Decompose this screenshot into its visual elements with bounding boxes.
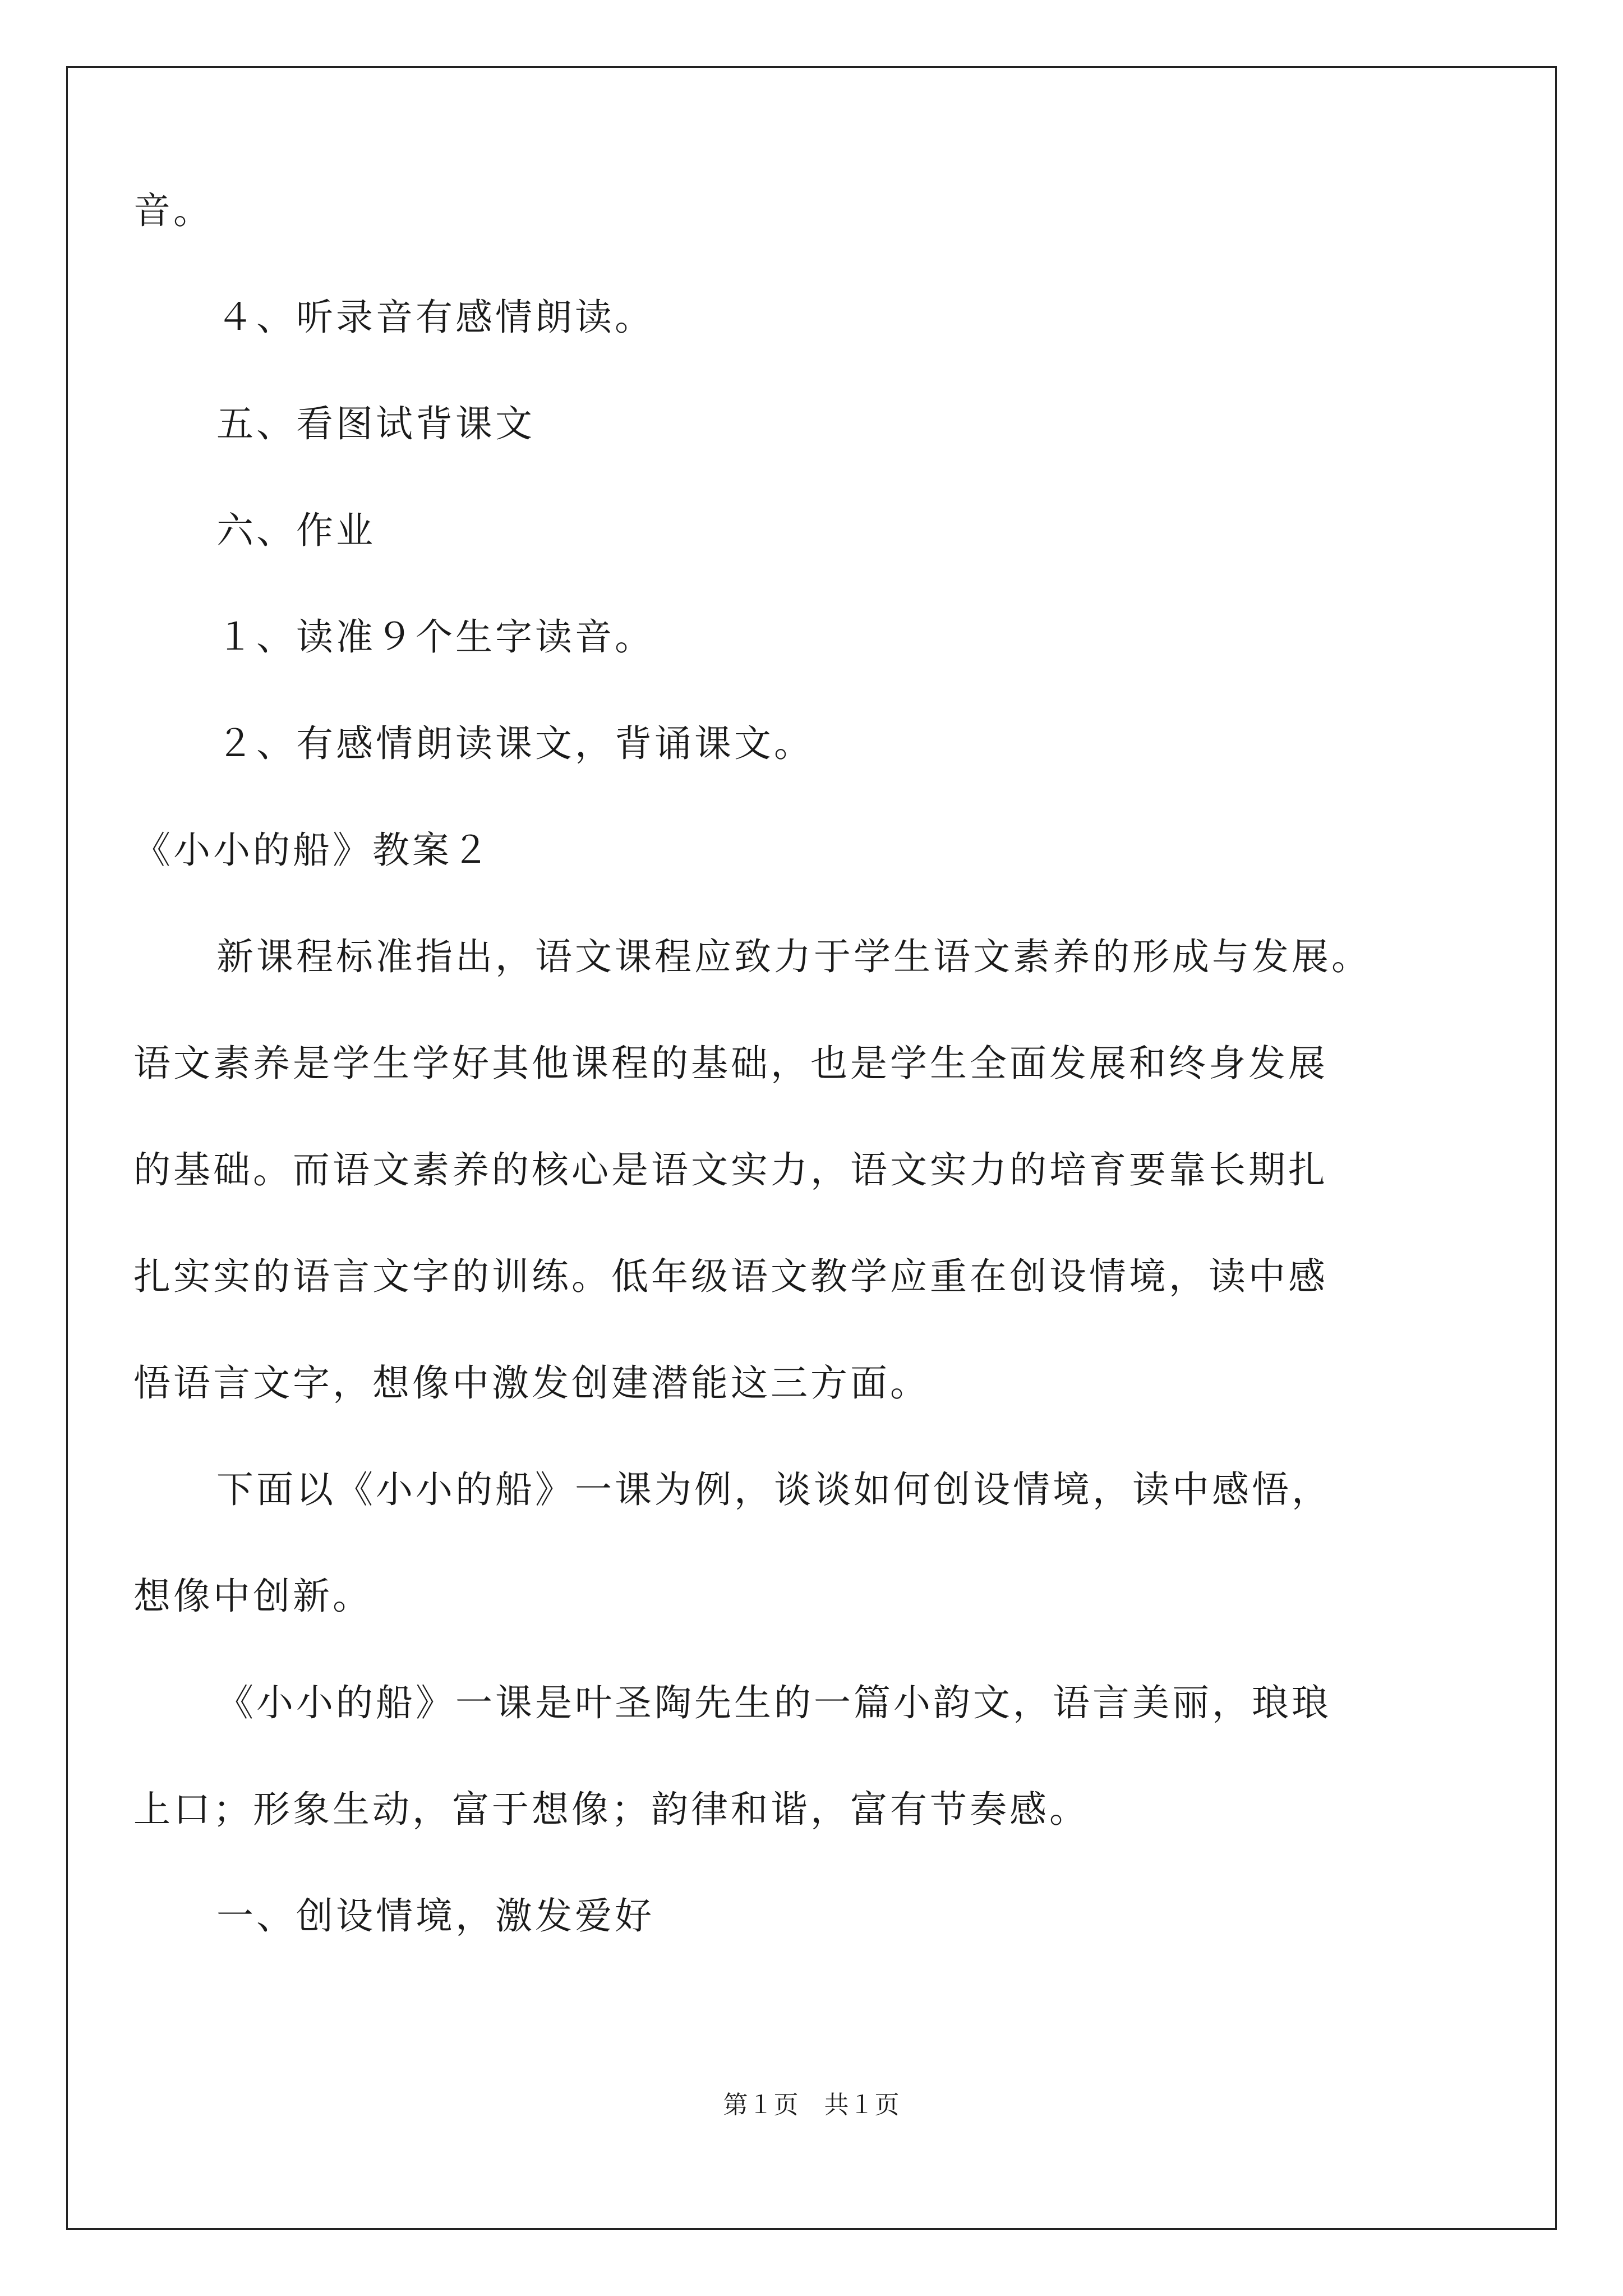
section-heading: 五、看图试背课文 xyxy=(216,402,535,445)
paragraph-line: 新课程标准指出，语文课程应致力于学生语文素养的形成与发展。 xyxy=(216,935,1371,978)
paragraph-line: 扎实实的语言文字的训练。低年级语文教学应重在创设情境，读中感 xyxy=(133,1255,1328,1298)
paragraph-line: 想像中创新。 xyxy=(133,1575,372,1618)
text-line: ２、有感情朗读课文，背诵课文。 xyxy=(216,722,814,765)
paragraph-line: 语文素养是学生学好其他课程的基础，也是学生全面发展和终身发展 xyxy=(133,1042,1328,1085)
text-line: 音。 xyxy=(133,189,213,232)
text-line: １、读准９个生字读音。 xyxy=(216,615,654,659)
paragraph-line: 上口；形象生动，富于想像；韵律和谐，富有节奏感。 xyxy=(133,1788,1089,1831)
section-heading: 一、创设情境，激发爱好 xyxy=(216,1894,654,1938)
page-footer: 第１页 共１页 xyxy=(723,2091,900,2119)
section-heading: 六、作业 xyxy=(216,509,376,552)
paragraph-line: 的基础。而语文素养的核心是语文实力，语文实力的培育要靠长期扎 xyxy=(133,1148,1328,1191)
text-line: ４、听录音有感情朗读。 xyxy=(216,296,654,339)
paragraph-line: 下面以《小小的船》一课为例，谈谈如何创设情境，读中感悟， xyxy=(216,1468,1331,1511)
paragraph-line: 悟语言文字，想像中激发创建潜能这三方面。 xyxy=(133,1361,930,1405)
paragraph-line: 《小小的船》一课是叶圣陶先生的一篇小韵文，语言美丽，琅琅 xyxy=(216,1681,1331,1724)
document-title: 《小小的船》教案２ xyxy=(133,829,492,872)
